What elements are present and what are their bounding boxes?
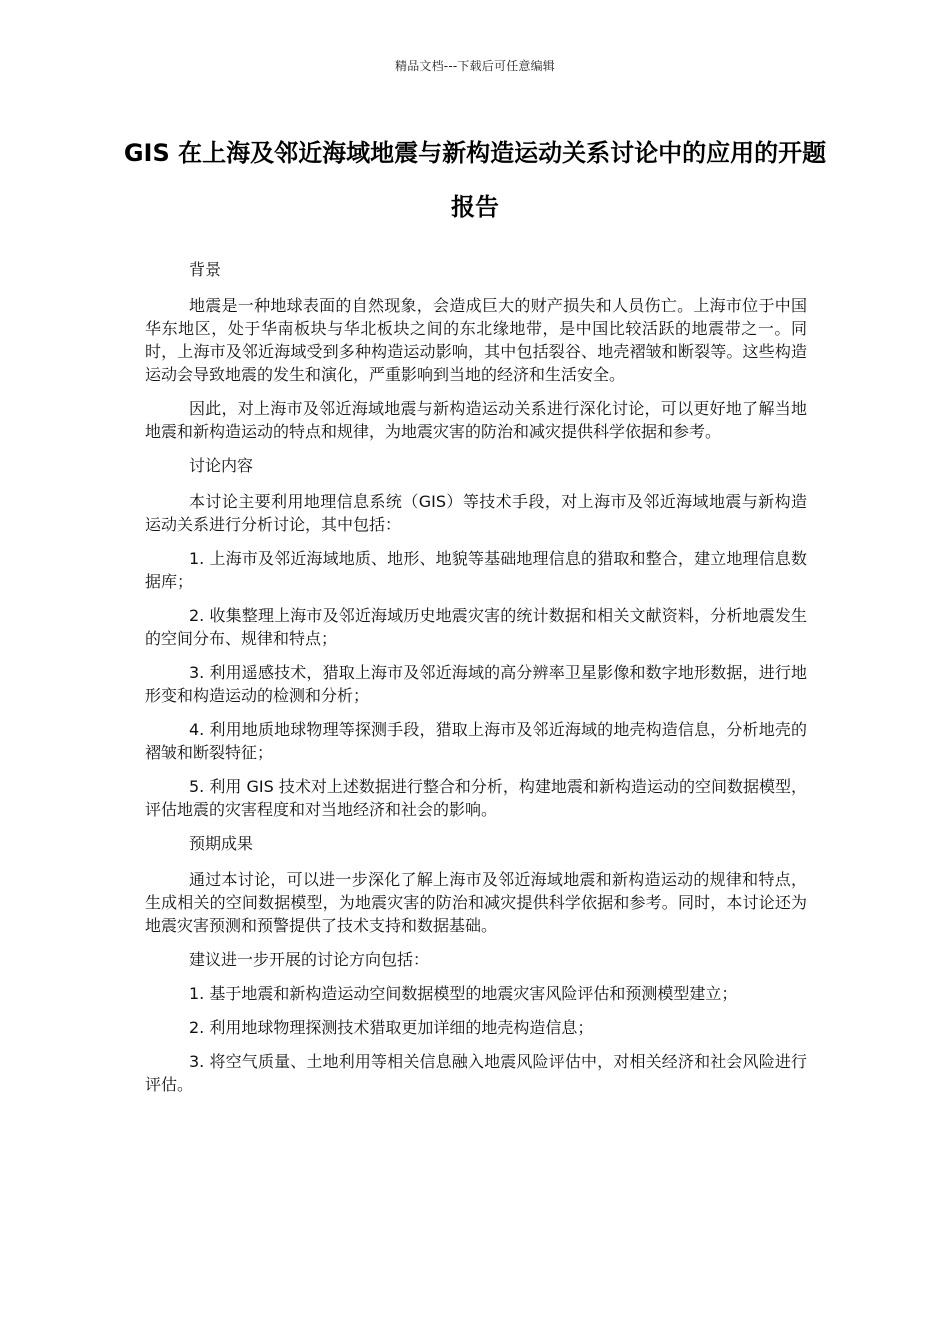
suggestion-item: 3. 将空气质量、土地利用等相关信息融入地震风险评估中，对相关经济和社会风险进行评估。 <box>145 1052 807 1094</box>
content-item: 5. 利用 GIS 技术对上述数据进行整合和分析，构建地震和新构造运动的空间数据模型，评估地震的灾害程度和对当地经济和社会的影响。 <box>145 777 807 819</box>
content-item: 2. 收集整理上海市及邻近海域历史地震灾害的统计数据和相关文献资料，分析地震发生的空间分布、规律和特点； <box>145 606 807 648</box>
background-paragraph-2: 因此，对上海市及邻近海域地震与新构造运动关系进行深化讨论，可以更好地了解当地地震和新构造运动的特点和规律，为地震灾害的防治和减灾提供科学依据和参考。 <box>145 399 807 441</box>
section-heading-results: 预期成果 <box>189 834 254 853</box>
document-body <box>145 258 807 1107</box>
content-item: 3. 利用遥感技术，猎取上海市及邻近海域的高分辨率卫星影像和数字地形数据，进行地形变和构造运动的检测和分析； <box>145 663 807 705</box>
suggestion-item: 2. 利用地球物理探测技术猎取更加详细的地壳构造信息； <box>189 1018 594 1037</box>
content-item: 4. 利用地质地球物理等探测手段，猎取上海市及邻近海域的地壳构造信息，分析地壳的褶皱和断裂特征； <box>145 720 807 762</box>
section-heading-background: 背景 <box>189 260 222 279</box>
background-paragraph-1: 地震是一种地球表面的自然现象，会造成巨大的财产损失和人员伤亡。上海市位于中国华东地区，处于华南板块与华北板块之间的东北缘地带，是中国比较活跃的地震带之一。同时，上海市及邻近海域受到多种构造运动影响，其中包括裂谷、地壳褶皱和断裂等。这些构造运动会导致地震的发生和演化，严重影响到当地的经济和生活安全。 <box>145 296 807 384</box>
content-intro: 本讨论主要利用地理信息系统（GIS）等技术手段，对上海市及邻近海域地震与新构造运动关系进行分析讨论，其中包括： <box>145 492 807 534</box>
results-paragraph: 通过本讨论，可以进一步深化了解上海市及邻近海域地震和新构造运动的规律和特点，生成相关的空间数据模型，为地震灾害的防治和减灾提供科学依据和参考。同时，本讨论还为地震灾害预测和预警提供了技术支持和数据基础。 <box>145 870 807 935</box>
content-item: 1. 上海市及邻近海域地质、地形、地貌等基础地理信息的猎取和整合，建立地理信息数据库； <box>145 549 807 591</box>
document-title: GIS 在上海及邻近海域地震与新构造运动关系讨论中的应用的开题报告 <box>123 139 827 221</box>
section-heading-content: 讨论内容 <box>189 456 254 475</box>
header-note: 精品文档---下载后可任意编辑 <box>395 59 555 73</box>
suggestions-intro: 建议进一步开展的讨论方向包括： <box>189 950 430 969</box>
suggestion-item: 1. 基于地震和新构造运动空间数据模型的地震灾害风险评估和预测模型建立； <box>189 984 738 1003</box>
